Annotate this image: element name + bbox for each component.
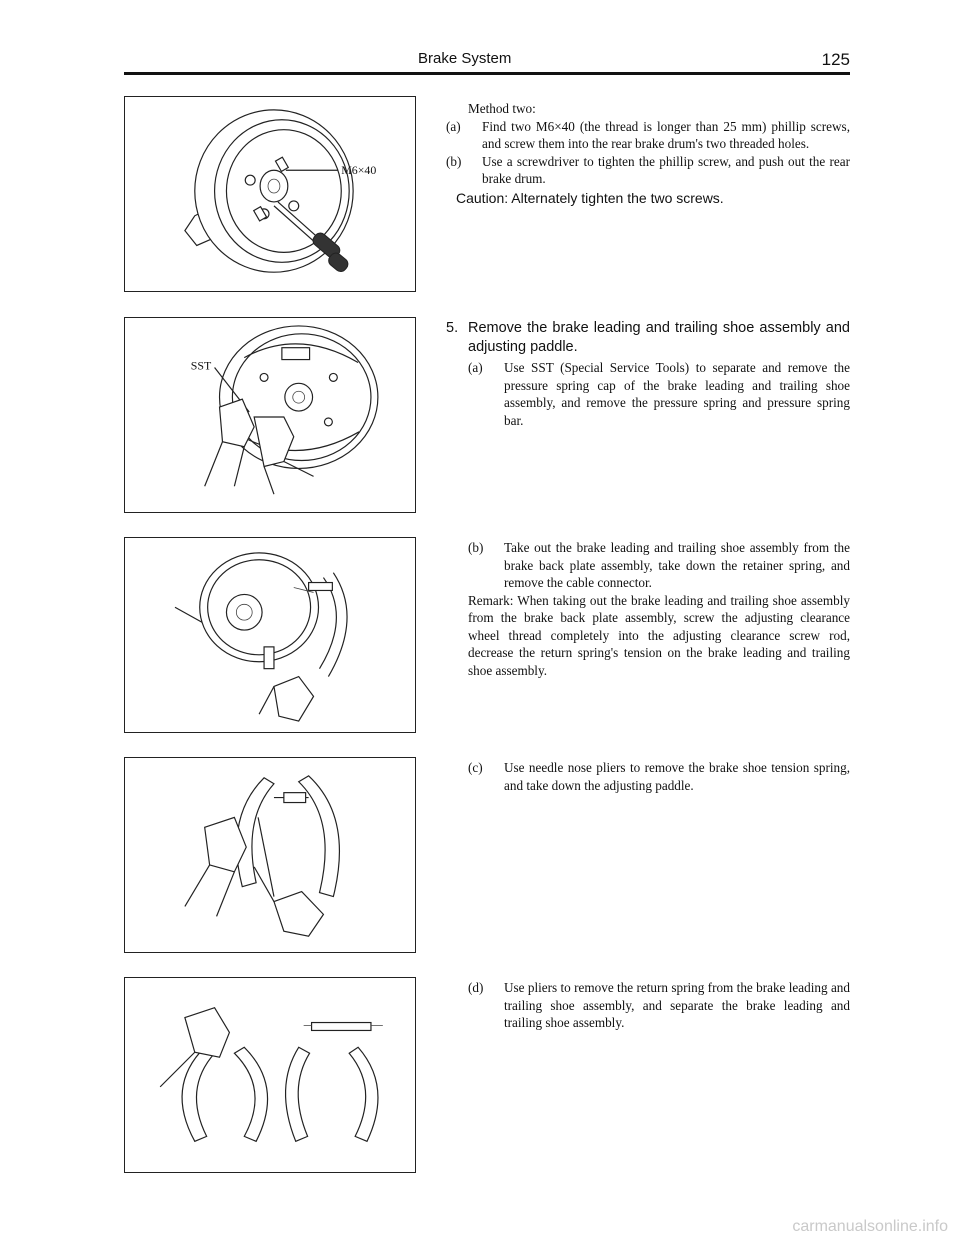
caution-note: Caution: Alternately tighten the two screws.: [456, 189, 724, 206]
step-label: (a): [446, 118, 461, 134]
step-label: (d): [468, 980, 484, 995]
callout-m6x40: M6×40: [341, 163, 377, 178]
figure-separate-shoes: [124, 977, 416, 1173]
figure-shoe-removal: [124, 537, 416, 733]
text-step-b: [446, 539, 850, 679]
header-rule: [124, 72, 850, 75]
step-heading-text: Remove the brake leading and trailing shoe assembly and adjusting paddle.: [468, 320, 850, 355]
step-c: [468, 759, 850, 794]
page-number: 125: [821, 50, 850, 69]
step-label: (b): [468, 540, 484, 555]
method-two-step-a: [446, 118, 850, 153]
step-5a: [468, 359, 850, 429]
text-step-c: [446, 759, 850, 794]
separate-shoes-illustration: [125, 978, 415, 1172]
text-step-d: [446, 979, 850, 1032]
step-label: (a): [468, 360, 483, 375]
text-step-5: [446, 319, 850, 429]
figure-brake-drum-screws: [124, 96, 416, 292]
step-text: Use needle nose pliers to remove the brake shoe tension spring, and take down the adjusting paddle.: [504, 760, 850, 793]
step-5-heading: [446, 319, 850, 357]
step-text: Take out the brake leading and trailing shoe assembly from the brake back plate assembly, take down the retainer spring, and remove the cable connector.: [504, 540, 850, 590]
method-two-step-b: [446, 153, 850, 188]
text-method-two: [446, 100, 850, 207]
step-label: (c): [468, 760, 483, 775]
remark-note: Remark: When taking out the brake leading and trailing shoe assembly from the brake back plate assembly, screw the adjusting clearance wheel thread completely into the adjusting clearance screw rod, decrease the return spring's tension on the brake leading and trailing shoe assembly.: [468, 592, 850, 678]
pliers-illustration: [125, 758, 415, 952]
figure-needle-nose-pliers: [124, 757, 416, 953]
step-label: (b): [446, 153, 462, 169]
watermark-text: carmanualsonline.info: [792, 1218, 948, 1235]
sst-illustration: [125, 318, 415, 512]
step-text: Use pliers to remove the return spring from the brake leading and trailing shoe assembly, and separate the brake leading and trailing shoe assembly.: [504, 980, 850, 1030]
page-header-title: Brake System: [418, 50, 512, 67]
step-text: Use SST (Special Service Tools) to separate and remove the pressure spring cap of the brake leading and trailing shoe assembly, and remove the pressure spring and pressure spring bar.: [504, 360, 850, 428]
step-b: [468, 539, 850, 592]
step-d: [468, 979, 850, 1032]
brake-drum-illustration: [125, 97, 415, 291]
figure-sst-spring-cap: [124, 317, 416, 513]
callout-sst: SST: [190, 358, 212, 373]
method-two-intro: Method two:: [468, 101, 536, 116]
step-number: 5.: [446, 320, 459, 336]
step-text: Use a screwdriver to tighten the phillip screw, and push out the rear brake drum.: [482, 153, 850, 186]
step-text: Find two M6×40 (the thread is longer than 25 mm) phillip screws, and screw them into the rear brake drum's two threaded holes.: [482, 118, 850, 151]
shoe-removal-illustration: [125, 538, 415, 732]
